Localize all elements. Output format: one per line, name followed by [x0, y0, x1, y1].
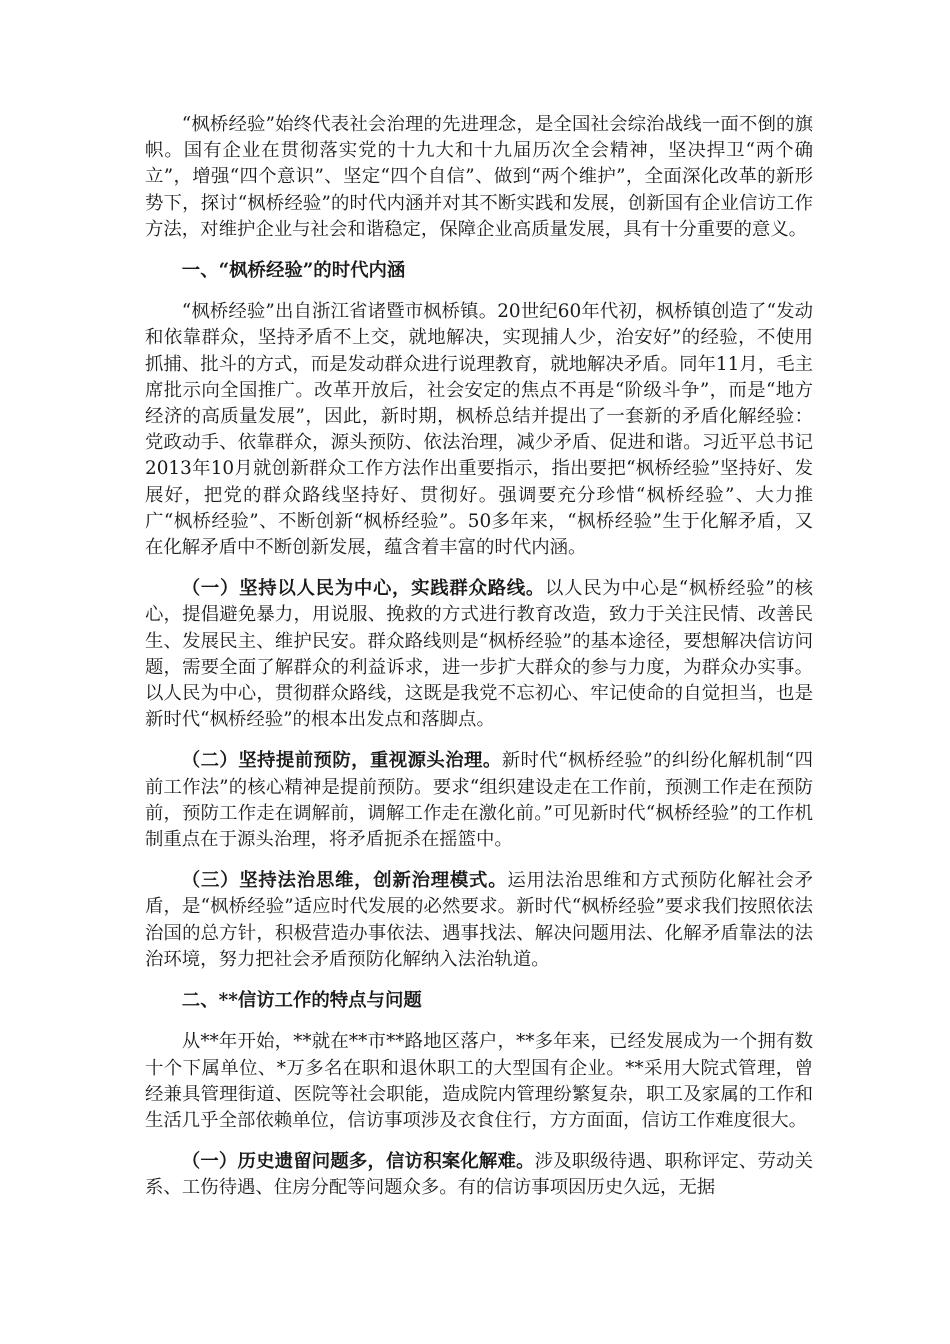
point-lead: （一）坚持以人民为中心，实践群众路线。	[181, 578, 545, 600]
point-text: 运用法治思维和方式预防化解社会矛盾，是“枫桥经验”适应时代发展的必然要求。新时代“枫桥经验”要求我们按照依法治国的总方针，积极营造办事依法、遇事找法、解决问题用法、化解矛盾靠法的法治环境，努力把社会矛盾预防化解纳入法治轨道。	[145, 870, 813, 970]
section-1-body: “枫桥经验”出自浙江省诸暨市枫桥镇。20世纪60年代初，枫桥镇创造了“发动和依靠群众，坚持矛盾不上交，就地解决，实现捕人少，治安好”的经验，不使用抓捕、批斗的方式，而是发动群众进行说理教育，就地解决矛盾。同年11月，毛主席批示向全国推广。改革开放后，社会安定的焦点不再是“阶级斗争”，而是“地方经济的高质量发展”，因此，新时期，枫桥总结并提出了一套新的矛盾化解经验：党政动手、依靠群众，源头预防、依法治理，减少矛盾、促进和谐。习近平总书记2013年10月就创新群众工作方法作出重要指示，指出要把“枫桥经验”坚持好、发展好，把党的群众路线坚持好、贯彻好。强调要充分珍惜“枫桥经验”、大力推广“枫桥经验”、不断创新“枫桥经验”。50多年来，“枫桥经验”生于化解矛盾，又在化解矛盾中不断创新发展，蕴含着丰富的时代内涵。	[145, 301, 813, 559]
section-1-point-1	[145, 576, 813, 733]
point-text: 新时代“枫桥经验”的纠纷化解机制“四前工作法”的核心精神是提前预防。要求“组织建设走在工作前，预测工作走在预防前，预防工作走在调解前，调解工作走在激化前。”可见新时代“枫桥经验”的工作机制重点在于源头治理，将矛盾扼杀在摇篮中。	[145, 750, 813, 851]
point-text: 涉及职级待遇、职称评定、劳动关系、工伤待遇、住房分配等问题众多。有的信访事项因历史久远，无据	[145, 1151, 813, 1199]
section-1-heading: 一、“枫桥经验”的时代内涵	[181, 260, 406, 282]
point-lead: （三）坚持法治思维，创新治理模式。	[181, 870, 508, 892]
section-1-point-2	[145, 748, 813, 853]
intro-paragraph: “枫桥经验”始终代表社会治理的先进理念，是全国社会综治战线一面不倒的旗帜。国有企业在贯彻落实党的十九大和十九届历次全会精神，坚决捍卫“两个确立”，增强“四个意识”、坚定“四个自信”、做到“两个维护”，全面深化改革的新形势下，探讨“枫桥经验”的时代内涵并对其不断实践和发展，创新国有企业信访工作方法，对维护企业与社会和谐稳定，保障企业高质量发展，具有十分重要的意义。	[145, 114, 813, 240]
point-lead: （一）历史遗留问题多，信访积案化解难。	[181, 1151, 535, 1173]
section-2-point-1	[145, 1149, 813, 1201]
section-2-heading: 二、**信访工作的特点与问题	[181, 990, 422, 1012]
document-page	[145, 112, 813, 1217]
section-2-body: 从**年开始，**就在**市**路地区落户，**多年来，已经发展成为一个拥有数十个下属单位、*万多名在职和退休职工的大型国有企业。**采用大院式管理，曾经兼具管理街道、医院等社会职能，造成院内管理纷繁复杂，职工及家属的工作和生活几乎全部依赖单位，信访事项涉及衣食住行，方方面面，信访工作难度很大。	[145, 1031, 813, 1131]
point-text: 以人民为中心是“枫桥经验”的核心，提倡避免暴力，用说服、挽救的方式进行教育改造，致力于关注民情、改善民生、发展民主、维护民安。群众路线则是“枫桥经验”的基本途径，要想解决信访问题，需要全面了解群众的利益诉求，进一步扩大群众的参与力度，为群众办实事。以人民为中心，贯彻群众路线，这既是我党不忘初心、牢记使命的自觉担当，也是新时代“枫桥经验”的根本出发点和落脚点。	[145, 578, 813, 731]
point-lead: （二）坚持提前预防，重视源头治理。	[181, 750, 502, 772]
section-1-point-3	[145, 868, 813, 973]
